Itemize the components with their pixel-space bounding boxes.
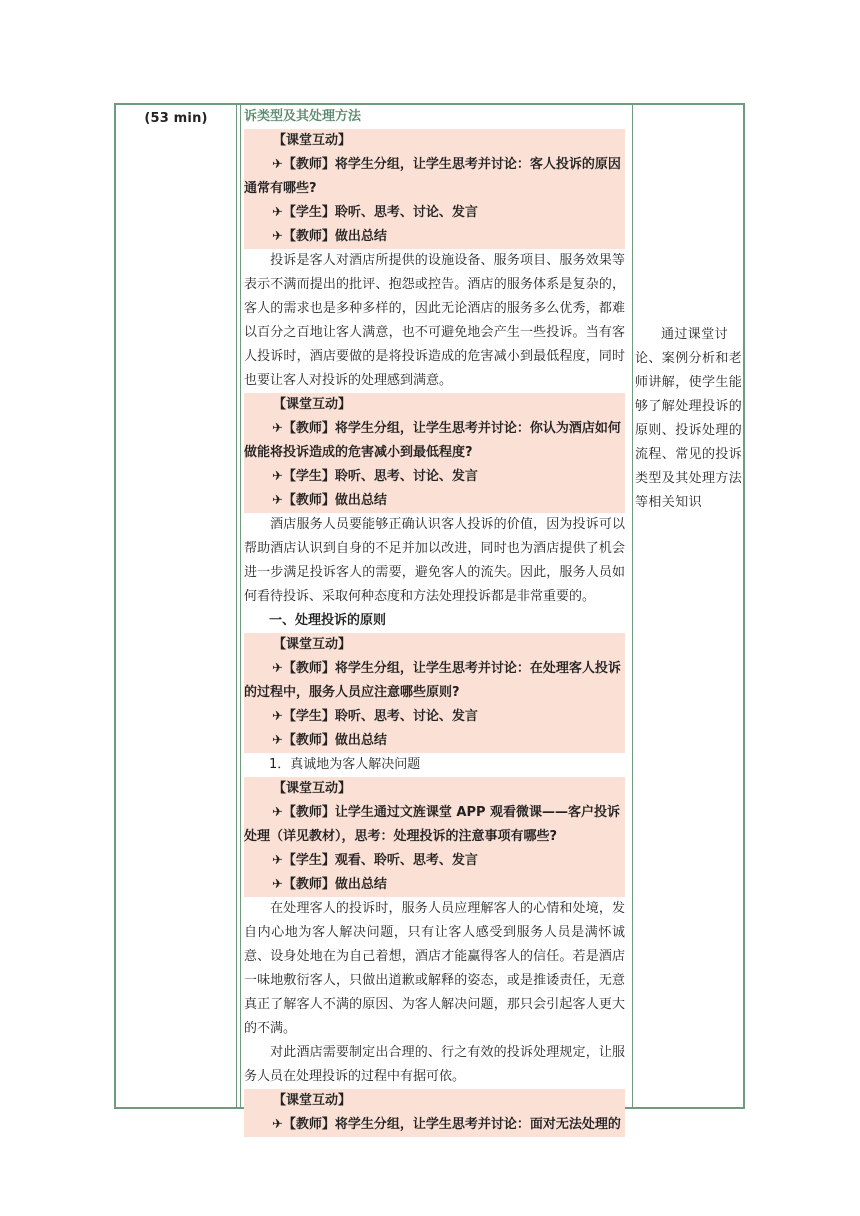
interaction-block — [244, 393, 625, 513]
teacher-prompt: ✈【教师】让学生通过文旌课堂 APP 观看微课——客户投诉 — [272, 805, 621, 820]
student-activity: ✈【学生】聆听、思考、讨论、发言 — [272, 205, 478, 220]
interaction-title: 【课堂互动】 — [273, 637, 352, 652]
column-divider — [632, 105, 633, 1107]
interaction-block — [244, 633, 625, 753]
time-label: (53 min) — [144, 111, 208, 126]
interaction-title: 【课堂互动】 — [273, 781, 352, 796]
teacher-prompt-cont: 做能将投诉造成的危害减小到最低程度? — [244, 445, 473, 460]
paragraph: 对此酒店需要制定出合理的、行之有效的投诉处理规定，让服务人员在处理投诉的过程中有据可依。 — [244, 1045, 625, 1084]
paragraph: 投诉是客人对酒店所提供的设施设备、服务项目、服务效果等表示不满而提出的批评、抱怨或控告。酒店的服务体系是复杂的，客人的需求也是多种多样的，因此无论酒店的服务多么优秀，都难以百分之百地让客人满意，也不可避免地会产生一些投诉。当有客人投诉时，酒店要做的是将投诉造成的危害减小到最低程度，同时也要让客人对投诉的处理感到满意。 — [244, 253, 625, 388]
interaction-title: 【课堂互动】 — [273, 397, 352, 412]
student-activity: ✈【学生】观看、聆听、思考、发言 — [272, 853, 478, 868]
teacher-prompt: ✈【教师】将学生分组，让学生思考并讨论：你认为酒店如何 — [272, 421, 621, 436]
lesson-plan-table — [114, 103, 745, 1132]
teacher-prompt: ✈【教师】将学生分组，让学生思考并讨论：在处理客人投诉 — [272, 661, 621, 676]
teacher-summary: ✈【教师】做出总结 — [272, 493, 387, 508]
interaction-title: 【课堂互动】 — [273, 1093, 352, 1108]
section-heading: 一、处理投诉的原则 — [269, 613, 387, 628]
column-divider — [236, 105, 237, 1107]
top-heading: 诉类型及其处理方法 — [244, 109, 362, 124]
interaction-block — [244, 1089, 625, 1137]
column-divider — [240, 105, 241, 1107]
student-activity: ✈【学生】聆听、思考、讨论、发言 — [272, 469, 478, 484]
teacher-prompt-cont: 的过程中，服务人员应注意哪些原则? — [244, 685, 460, 700]
paragraph: 在处理客人的投诉时，服务人员应理解客人的心情和处境，发自内心地为客人解决问题，只有让客人感受到服务人员是满怀诚意、设身处地在为自己着想，酒店才能赢得客人的信任。若是酒店一味地敷衍客人，只做出道歉或解释的姿态，或是推诿责任，无意真正了解客人不满的原因、为客人解决问题，那只会引起客人更大的不满。 — [244, 901, 625, 1036]
teaching-content — [244, 105, 625, 1137]
teacher-prompt: ✈【教师】将学生分组，让学生思考并讨论：面对无法处理的 — [272, 1117, 621, 1132]
teacher-summary: ✈【教师】做出总结 — [272, 733, 387, 748]
teacher-prompt: ✈【教师】将学生分组，让学生思考并讨论：客人投诉的原因 — [272, 157, 621, 172]
teacher-prompt-cont: 处理（详见教材），思考：处理投诉的注意事项有哪些? — [244, 829, 558, 844]
teaching-objective: 通过课堂讨论、案例分析和老师讲解，使学生能够了解处理投诉的原则、投诉处理的流程、常见的投诉类型及其处理方法等相关知识 — [635, 327, 743, 510]
interaction-block — [244, 129, 625, 249]
interaction-block — [244, 777, 625, 897]
teacher-summary: ✈【教师】做出总结 — [272, 877, 387, 892]
teacher-summary: ✈【教师】做出总结 — [272, 229, 387, 244]
paragraph: 酒店服务人员要能够正确认识客人投诉的价值，因为投诉可以帮助酒店认识到自身的不足并加以改进，同时也为酒店提供了机会进一步满足投诉客人的需要，避免客人的流失。因此，服务人员如何看待投诉、采取何种态度和方法处理投诉都是非常重要的。 — [244, 517, 625, 604]
sub-heading: 1．真诚地为客人解决问题 — [269, 757, 421, 772]
student-activity: ✈【学生】聆听、思考、讨论、发言 — [272, 709, 478, 724]
interaction-title: 【课堂互动】 — [273, 133, 352, 148]
teacher-prompt-cont: 通常有哪些? — [244, 181, 317, 196]
